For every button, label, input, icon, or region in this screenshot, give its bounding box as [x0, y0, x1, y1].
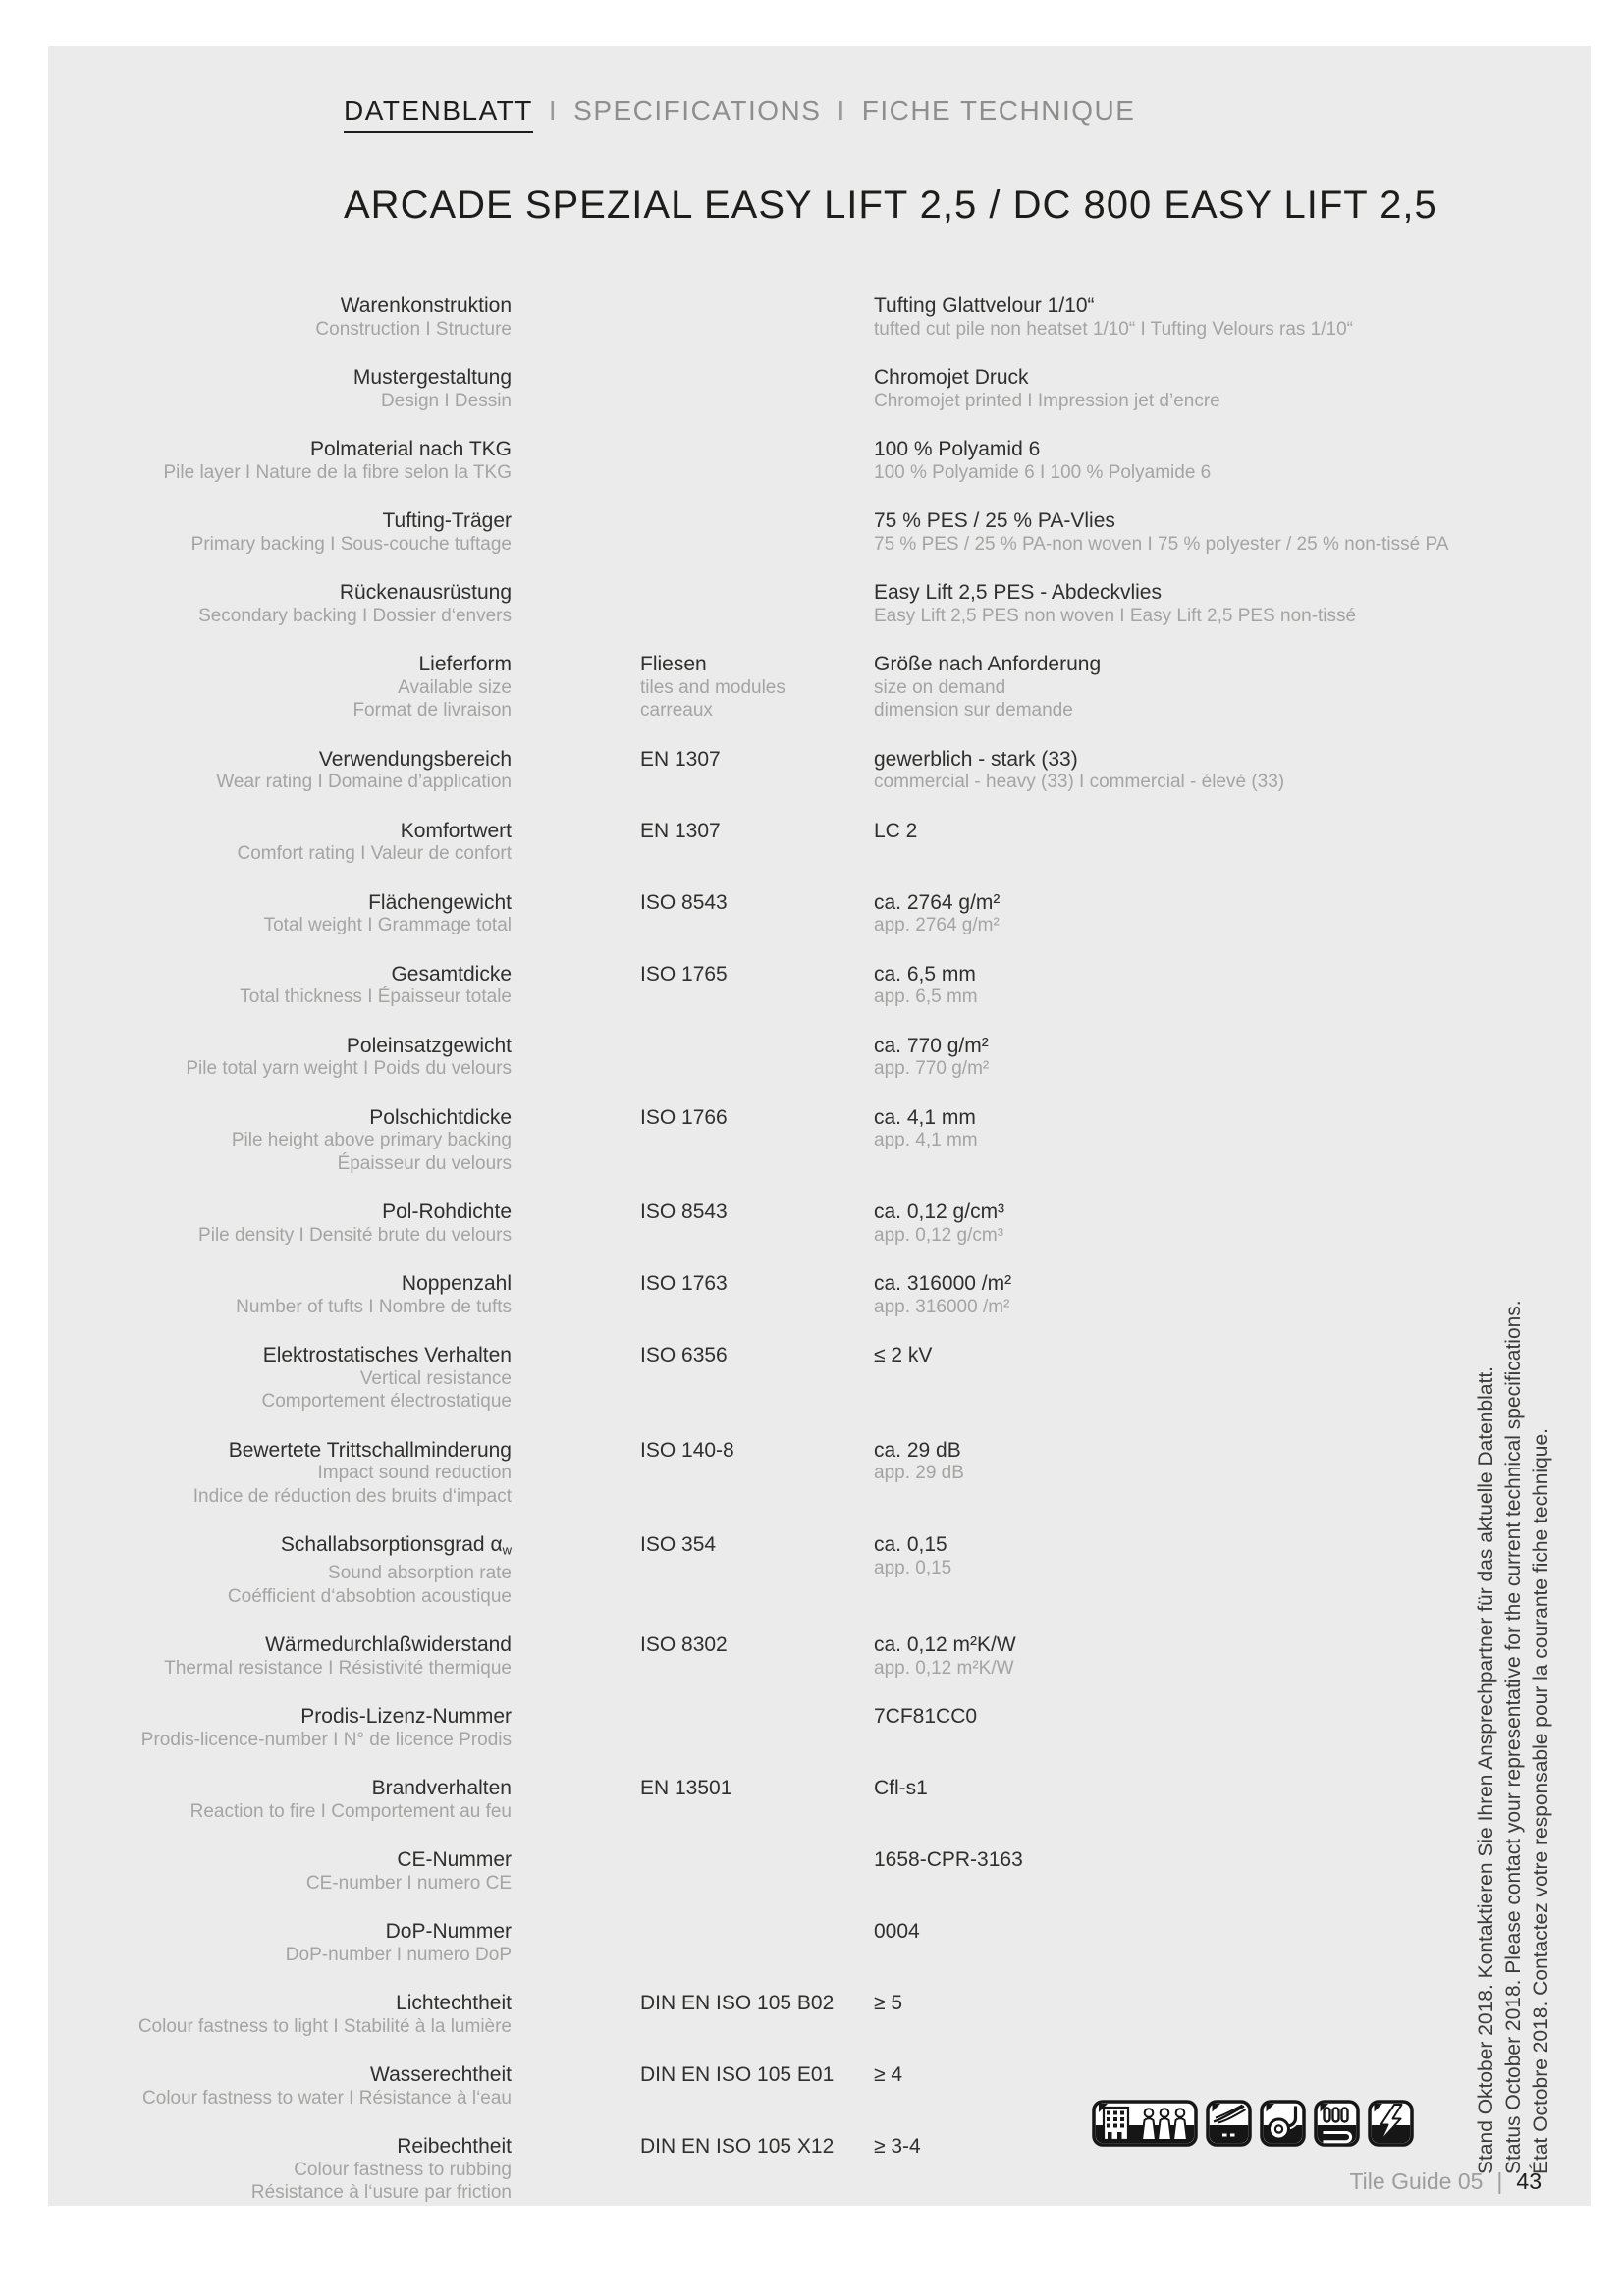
spec-norm-cell [640, 963, 874, 1009]
spec-label-de: Verwendungsbereich [318, 747, 512, 771]
spec-label-translation: DoP-number I numero DoP [285, 1944, 512, 1965]
spec-value-translation: Easy Lift 2,5 PES non woven I Easy Lift 2,5 PES non-tissé [874, 605, 1357, 626]
catalog-name: Tile Guide 05 [1349, 2168, 1484, 2194]
spec-label-translation: Format de livraison [352, 700, 512, 721]
spec-label-cell [48, 1439, 640, 1509]
spec-label-de: Flächengewicht [368, 890, 512, 914]
datasheet-panel [48, 46, 1591, 2206]
spec-table [48, 294, 1462, 2230]
page-footer [1349, 2168, 1542, 2195]
spec-norm-cell [640, 438, 874, 484]
spec-label-de: Polmaterial nach TKG [309, 438, 512, 460]
spec-norm-cell [640, 509, 874, 556]
spec-value-translation: app. 0,12 g/cm³ [874, 1224, 1004, 1246]
spec-value-translation: commercial - heavy (33) I commercial - élevé (33) [874, 772, 1285, 792]
spec-norm-cell [640, 1777, 874, 1823]
spec-row [48, 1848, 1462, 1895]
spec-row [48, 581, 1462, 627]
spec-label-de: Prodis-Lizenz-Nummer [300, 1705, 512, 1729]
spec-label-cell [48, 2063, 640, 2109]
spec-norm: ISO 140-8 [640, 1438, 734, 1462]
spec-value-translation: Chromojet printed I Impression jet d’encre [874, 390, 1220, 411]
spec-norm: ISO 1766 [640, 1105, 728, 1129]
spec-label-cell [48, 1533, 640, 1608]
spec-row [48, 748, 1462, 794]
spec-value-cell [874, 1705, 1462, 1751]
spec-row [48, 1272, 1462, 1318]
spec-row [48, 1106, 1462, 1176]
spec-value-cell [874, 366, 1462, 412]
spec-row [48, 1777, 1462, 1823]
spec-label-cell [48, 1035, 640, 1081]
spec-norm-cell [640, 2135, 874, 2205]
spec-norm: DIN EN ISO 105 X12 [640, 2135, 835, 2159]
spec-value-translation: app. 0,15 [874, 1557, 952, 1578]
spec-label-translation: Thermal resistance I Résistivité thermique [164, 1657, 512, 1679]
tab-separator: I [548, 95, 559, 126]
spec-value-translation: 75 % PES / 25 % PA-non woven I 75 % polyester / 25 % non-tissé PA [874, 533, 1449, 555]
spec-label-cell [48, 2135, 640, 2205]
spec-label-translation: Colour fastness to rubbing [294, 2159, 512, 2180]
spec-value-cell [874, 1439, 1462, 1509]
spec-norm: ISO 8543 [640, 1201, 728, 1223]
spec-label-de: Poleinsatzgewicht [346, 1034, 512, 1057]
spec-value: ca. 6,5 mm [874, 962, 976, 986]
spec-value-cell [874, 1848, 1462, 1895]
spec-value: 75 % PES / 25 % PA-Vlies [874, 509, 1115, 532]
spec-row [48, 1201, 1462, 1247]
spec-label-cell [48, 1848, 640, 1895]
spec-label-translation: Design I Dessin [380, 390, 512, 411]
spec-norm: DIN EN ISO 105 E01 [640, 2063, 835, 2087]
spec-value: 0004 [874, 1920, 920, 1944]
spec-value: ca. 316000 /m² [874, 1272, 1012, 1295]
spec-value: ca. 0,15 [874, 1533, 947, 1556]
spec-value-cell [874, 1201, 1462, 1247]
spec-value-translation: app. 316000 /m² [874, 1296, 1010, 1317]
language-tabs [344, 95, 1135, 127]
spec-label-de: Brandverhalten [371, 1777, 512, 1800]
spec-label-de: Elektrostatisches Verhalten [262, 1344, 512, 1366]
spec-row [48, 653, 1462, 722]
spec-value-translation: app. 29 dB [874, 1463, 964, 1483]
spec-row [48, 1705, 1462, 1751]
spec-value: ca. 4,1 mm [874, 1105, 976, 1129]
spec-norm-cell [640, 1035, 874, 1081]
spec-label-translation: Prodis-licence-number I N° de licence Prodis [140, 1729, 512, 1750]
spec-value-cell [874, 509, 1462, 556]
spec-value-translation: 100 % Polyamide 6 I 100 % Polyamide 6 [874, 461, 1212, 483]
spec-value-cell [874, 1920, 1462, 1966]
spec-value-translation: dimension sur demande [874, 700, 1073, 721]
spec-value-cell [874, 1633, 1462, 1680]
spec-label-de: Komfortwert [400, 819, 512, 842]
spec-label-cell [48, 1201, 640, 1247]
spec-label-translation: Colour fastness to water I Résistance à l‘eau [142, 2087, 512, 2109]
spec-row [48, 509, 1462, 556]
spec-value-cell [874, 891, 1462, 937]
spec-value: LC 2 [874, 819, 918, 842]
spec-row [48, 294, 1462, 341]
spec-norm: EN 1307 [640, 747, 721, 771]
spec-row [48, 438, 1462, 484]
spec-label-translation: Coéfficient d‘absobtion acoustique [227, 1585, 512, 1607]
spec-label-cell [48, 748, 640, 794]
stairs-icon [1206, 2100, 1252, 2147]
spec-row [48, 1439, 1462, 1509]
spec-value: ca. 0,12 g/cm³ [874, 1201, 1005, 1223]
spec-label-translation: Vertical resistance [359, 1367, 512, 1389]
spec-label-de: Polschichtdicke [369, 1105, 512, 1129]
spec-value-cell [874, 1344, 1462, 1414]
spec-label-de: Reibechtheit [397, 2135, 512, 2159]
spec-label-translation: Pile density I Densité brute du velours [198, 1224, 512, 1246]
spec-value: 7CF81CC0 [874, 1705, 978, 1729]
spec-row [48, 1633, 1462, 1680]
spec-value: 100 % Polyamid 6 [874, 438, 1041, 460]
spec-label-translation: Sound absorption rate [328, 1563, 512, 1584]
antistatic-icon [1368, 2100, 1414, 2147]
spec-label-cell [48, 1106, 640, 1176]
spec-norm: DIN EN ISO 105 B02 [640, 1992, 835, 2015]
spec-norm-cell [640, 1992, 874, 2038]
spec-label-cell [48, 1777, 640, 1823]
spec-label-de: DoP-Nummer [385, 1920, 512, 1944]
spec-label-translation: Épaisseur du velours [337, 1152, 512, 1174]
spec-label-de: Mustergestaltung [352, 366, 512, 389]
spec-norm: Fliesen [640, 653, 707, 675]
spec-value-translation: size on demand [874, 676, 1006, 698]
page-number: 43 [1516, 2168, 1542, 2194]
spec-value: ≥ 3-4 [874, 2135, 921, 2159]
spec-value: Easy Lift 2,5 PES - Abdeckvlies [874, 581, 1162, 604]
spec-value-translation: tufted cut pile non heatset 1/10“ I Tufting Velours ras 1/10“ [874, 318, 1353, 340]
spec-label-de: Gesamtdicke [391, 962, 512, 986]
spec-label-translation: Résistance à l‘usure par friction [250, 2182, 512, 2204]
tab-datenblatt: DATENBLATT [344, 95, 533, 133]
spec-label-translation: Indice de réduction des bruits d‘impact [192, 1485, 512, 1507]
castor-chair-icon [1260, 2100, 1306, 2147]
spec-label-de: Rückenausrüstung [339, 581, 512, 604]
spec-norm: ISO 8543 [640, 890, 728, 914]
spec-label-de: Schallabsorptionsgrad $\alpha_w$ [280, 1533, 512, 1558]
spec-label-cell [48, 891, 640, 937]
spec-norm-cell [640, 1344, 874, 1414]
spec-label-translation: Pile total yarn weight I Poids du velours [186, 1058, 512, 1079]
spec-value: ca. 29 dB [874, 1438, 961, 1462]
spec-value: ≥ 4 [874, 2063, 903, 2087]
spec-value: ca. 770 g/m² [874, 1034, 989, 1057]
spec-norm-cell [640, 1106, 874, 1176]
spec-label-translation: Available size [398, 676, 512, 698]
spec-norm: ISO 1763 [640, 1272, 728, 1295]
spec-norm: ISO 8302 [640, 1633, 728, 1657]
spec-value: gewerblich - stark (33) [874, 747, 1078, 771]
spec-value-cell [874, 581, 1462, 627]
spec-value: Chromojet Druck [874, 366, 1029, 389]
spec-value-cell [874, 963, 1462, 1009]
spec-value-translation: app. 4,1 mm [874, 1130, 978, 1150]
spec-label-cell [48, 438, 640, 484]
spec-norm-cell [640, 1272, 874, 1318]
underfloor-heating-icon [1314, 2100, 1360, 2147]
spec-norm-cell [640, 1848, 874, 1895]
spec-value: ≤ 2 kV [874, 1344, 933, 1366]
spec-label-translation: Reaction to fire I Comportement au feu [189, 1800, 512, 1822]
spec-value: ≥ 5 [874, 1992, 903, 2015]
spec-label-translation: Secondary backing I Dossier d‘envers [198, 605, 512, 626]
spec-label-translation: Impact sound reduction [317, 1463, 512, 1483]
spec-label-cell [48, 366, 640, 412]
spec-norm-cell [640, 581, 874, 627]
spec-value-translation: app. 6,5 mm [874, 987, 978, 1007]
spec-label-cell [48, 509, 640, 556]
spec-label-translation: Colour fastness to light I Stabilité à la lumière [137, 2015, 512, 2037]
spec-label-translation: Pile layer I Nature de la fibre selon la TKG [163, 461, 512, 483]
spec-label-de: CE-Nummer [397, 1848, 512, 1872]
tab-fiche-technique: FICHE TECHNIQUE [861, 95, 1136, 126]
spec-value-cell [874, 748, 1462, 794]
spec-label-cell [48, 820, 640, 866]
tab-specifications: SPECIFICATIONS [573, 95, 822, 126]
spec-value-translation: app. 770 g/m² [874, 1058, 990, 1079]
spec-value-cell [874, 1106, 1462, 1176]
spec-value: ca. 2764 g/m² [874, 890, 1001, 914]
spec-label-translation: Construction I Structure [315, 318, 512, 340]
spec-label-de: Warenkonstruktion [340, 294, 512, 317]
spec-label-de: Lichtechtheit [396, 1992, 512, 2015]
revision-note [1473, 820, 1555, 2174]
spec-value: Tufting Glattvelour 1/10“ [874, 294, 1095, 317]
spec-row [48, 366, 1462, 412]
spec-norm-cell [640, 1705, 874, 1751]
spec-label-translation: Total thickness I Épaisseur totale [240, 987, 512, 1007]
spec-norm-cell [640, 1439, 874, 1509]
spec-label-translation: Primary backing I Sous-couche tuftage [190, 533, 512, 555]
spec-norm-cell [640, 1201, 874, 1247]
spec-label-translation: Pile height above primary backing [231, 1130, 512, 1150]
revision-note-fr: État Octobre 2018. Contactez votre responsable pour la courante fiche technique. [1530, 1428, 1552, 2174]
spec-row [48, 1533, 1462, 1608]
spec-label-de: Pol-Rohdichte [382, 1201, 512, 1223]
spec-value: Größe nach Anforderung [874, 653, 1102, 675]
spec-label-cell [48, 1920, 640, 1966]
spec-norm: EN 1307 [640, 819, 721, 842]
spec-label-de: Bewertete Trittschallminderung [228, 1438, 512, 1462]
spec-norm-cell [640, 2063, 874, 2109]
spec-value: Cfl-s1 [874, 1777, 928, 1800]
spec-value-cell [874, 1035, 1462, 1081]
spec-label-de: Tufting-Träger [382, 509, 512, 532]
spec-value-cell [874, 438, 1462, 484]
footer-separator: | [1496, 2168, 1503, 2194]
contract-use-icon [1092, 2100, 1198, 2147]
spec-value-cell [874, 653, 1462, 722]
spec-label-de: Wasserechtheit [370, 2063, 512, 2087]
spec-label-translation: Total weight I Grammage total [263, 915, 512, 935]
spec-row [48, 1035, 1462, 1081]
spec-norm-cell [640, 653, 874, 722]
spec-norm-translation: carreaux [640, 700, 713, 721]
spec-norm: ISO 354 [640, 1533, 717, 1556]
spec-norm-cell [640, 820, 874, 866]
spec-norm: ISO 6356 [640, 1344, 728, 1366]
spec-label-translation: Comportement électrostatique [261, 1391, 512, 1412]
spec-value-cell [874, 294, 1462, 341]
spec-label-subscript: w [502, 1542, 512, 1558]
spec-label-translation: CE-number I numero CE [305, 1872, 512, 1894]
pictogram-row [1092, 2100, 1414, 2147]
spec-label-cell [48, 653, 640, 722]
spec-norm-cell [640, 748, 874, 794]
spec-value-translation: app. 0,12 m²K/W [874, 1657, 1014, 1679]
spec-label-translation: Comfort rating I Valeur de confort [237, 843, 512, 864]
spec-norm-cell [640, 1920, 874, 1966]
spec-norm-cell [640, 1633, 874, 1680]
spec-label-cell [48, 1633, 640, 1680]
spec-value-cell [874, 820, 1462, 866]
spec-value-cell [874, 1777, 1462, 1823]
spec-label-cell [48, 294, 640, 341]
spec-row [48, 1992, 1462, 2038]
spec-norm-translation: tiles and modules [640, 676, 785, 698]
spec-norm-cell [640, 294, 874, 341]
spec-row [48, 1344, 1462, 1414]
spec-value: 1658-CPR-3163 [874, 1848, 1023, 1872]
spec-norm-cell [640, 891, 874, 937]
product-title: ARCADE SPEZIAL EASY LIFT 2,5 / DC 800 EASY LIFT 2,5 [344, 184, 1437, 227]
spec-norm-cell [640, 366, 874, 412]
spec-value-cell [874, 1272, 1462, 1318]
spec-label-cell [48, 1992, 640, 2038]
spec-row [48, 820, 1462, 866]
spec-label-de: Noppenzahl [401, 1272, 512, 1295]
spec-value-cell [874, 1992, 1462, 2038]
revision-note-de: Stand Oktober 2018. Kontaktieren Sie Ihren Ansprechpartner für das aktuelle Datenblatt. [1475, 1365, 1497, 2174]
spec-label-cell [48, 581, 640, 627]
spec-value: ca. 0,12 m²K/W [874, 1633, 1016, 1657]
revision-note-en: Status October 2018. Please contact your representative for the current technical specifications. [1502, 1300, 1525, 2174]
spec-label-cell [48, 963, 640, 1009]
spec-label-de: Lieferform [418, 653, 512, 675]
spec-label-cell [48, 1705, 640, 1751]
spec-row [48, 1920, 1462, 1966]
spec-label-cell [48, 1344, 640, 1414]
spec-label-translation: Number of tufts I Nombre de tufts [236, 1296, 512, 1317]
spec-row [48, 891, 1462, 937]
spec-row [48, 963, 1462, 1009]
spec-value-cell [874, 1533, 1462, 1608]
spec-norm: EN 13501 [640, 1777, 732, 1800]
spec-value-translation: app. 2764 g/m² [874, 915, 1000, 935]
tab-separator: I [837, 95, 846, 126]
spec-norm: ISO 1765 [640, 962, 728, 986]
spec-label-cell [48, 1272, 640, 1318]
spec-norm-cell [640, 1533, 874, 1608]
spec-label-translation: Wear rating I Domaine d’application [216, 772, 512, 792]
spec-label-de: Wärmedurchlaßwiderstand [265, 1633, 512, 1657]
